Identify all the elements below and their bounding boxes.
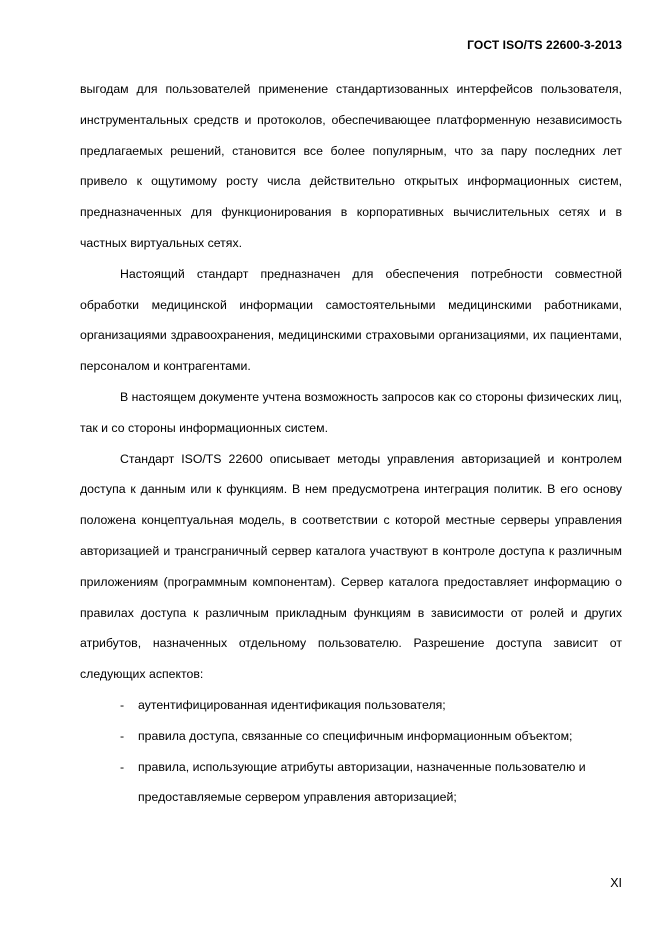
paragraph-purpose: Настоящий стандарт предназначен для обеспечения потребности совместной обработки медицинской информации самостоятельными медицинскими работниками, организациями здравоохранения, медицинскими страховыми организациями, их пациентами, персоналом и контрагентами. [80, 266, 622, 374]
list-item [120, 752, 622, 814]
list-marker: - [120, 759, 125, 774]
list-marker: - [120, 697, 125, 712]
document-header: ГОСТ ISO/TS 22600-3-2013 [467, 38, 622, 52]
paragraph-continuation: выгодам для пользователей применение стандартизованных интерфейсов пользователя, инструментальных средств и протоколов, обеспечивающее платформенную независимость предлагаемых решений, становится все более популярным, что за пару последних лет привело к ощутимому росту числа действительно открытых информационных систем, предназначенных для функционирования в корпоративных вычислительных сетях и в частных виртуальных сетях. [80, 82, 622, 250]
page-body [80, 74, 622, 813]
list-item-text: аутентифицированная идентификация пользователя; [138, 697, 446, 712]
list-item-text: правила доступа, связанные со специфичным информационным объектом; [138, 728, 573, 743]
page-number: XI [610, 876, 622, 890]
list-item-text: правила, использующие атрибуты авторизации, назначенные пользователю и предоставляемые сервером управления авторизацией; [138, 759, 586, 805]
list-item [120, 721, 622, 752]
list-marker: - [120, 728, 125, 743]
access-aspects-list [80, 690, 622, 813]
paragraph-requests: В настоящем документе учтена возможность запросов как со стороны физических лиц, так и со стороны информационных систем. [80, 389, 622, 435]
paragraph-standard-description: Стандарт ISO/TS 22600 описывает методы управления авторизацией и контролем доступа к данным или к функциям. В нем предусмотрена интеграция политик. В его основу положена концептуальная модель, в соответствии с которой местные серверы управления авторизацией и трансграничный сервер каталога участвуют в контроле доступа к различным приложениям (программным компонентам). Сервер каталога предоставляет информацию о правилах доступа к различным прикладным функциям в зависимости от ролей и других атрибутов, назначенных отдельному пользователю. Разрешение доступа зависит от следующих аспектов: [80, 451, 622, 682]
list-item [120, 690, 622, 721]
